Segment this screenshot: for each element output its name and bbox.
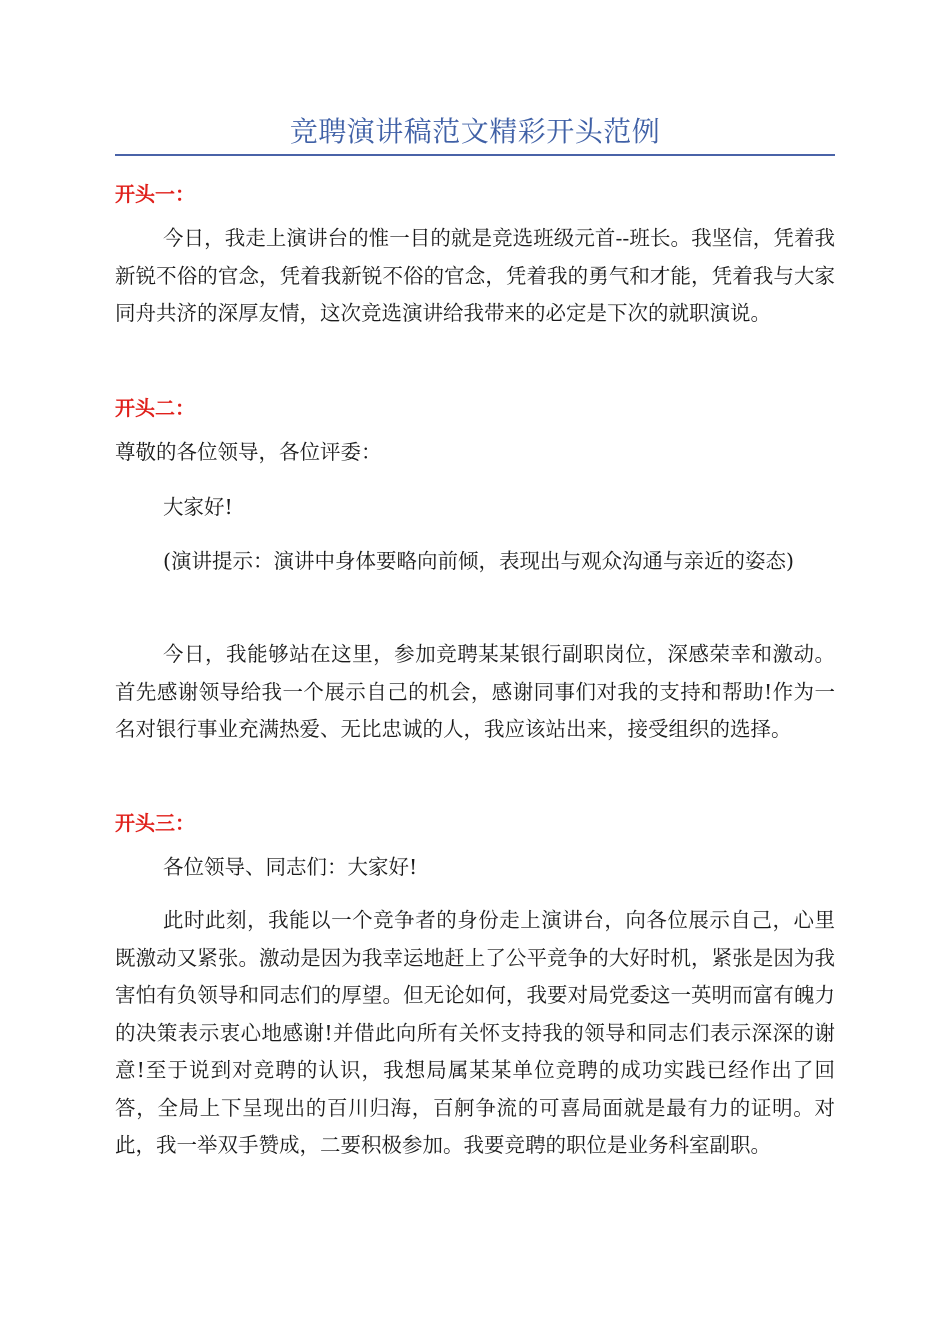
section-heading-1: 开头一： (115, 182, 195, 206)
section-heading-3: 开头三： (115, 811, 195, 835)
section-2-speech-tip: (演讲提示：演讲中身体要略向前倾，表现出与观众沟通与亲近的姿态) (163, 549, 794, 573)
document-title: 竞聘演讲稿范文精彩开头范例 (289, 115, 661, 148)
section-3-paragraph-body: 此时此刻，我能以一个竞争者的身份走上演讲台，向各位展示自己，心里既激动又紧张。激动是因为我幸运地赶上了公平竞争的大好时机，紧张是因为我害怕有负领导和同志们的厚望。但无论如何，我要对局党委这一英明而富有魄力的决策表示衷心地感谢!并借此向所有关怀支持我的领导和同志们表示深深的谢意!至于说到对竞聘的认识，我想局属某某单位竞聘的成功实践已经作出了回答，全局上下呈现出的百川归海，百舸争流的可喜局面就是最有力的证明。对此，我一举双手赞成，二要积极参加。我要竞聘的职位是业务科室副职。 (115, 908, 835, 1157)
section-2-salutation: 尊敬的各位领导，各位评委： (115, 440, 382, 464)
title-underline (115, 154, 835, 156)
section-heading-2: 开头二： (115, 396, 195, 420)
section-3-greeting: 各位领导、同志们：大家好! (163, 855, 418, 879)
section-2-paragraph-body: 今日，我能够站在这里，参加竞聘某某银行副职岗位，深感荣幸和激动。首先感谢领导给我一个展示自己的机会，感谢同事们对我的支持和帮助!作为一名对银行事业充满热爱、无比忠诚的人，我应该站出来，接受组织的选择。 (115, 642, 835, 741)
section-1-paragraph-1: 今日，我走上演讲台的惟一目的就是竞选班级元首--班长。我坚信，凭着我新锐不俗的官念，凭着我新锐不俗的官念，凭着我的勇气和才能，凭着我与大家同舟共济的深厚友情，这次竞选演讲给我带来的必定是下次的就职演说。 (115, 226, 835, 325)
section-2-greeting: 大家好! (163, 495, 233, 519)
